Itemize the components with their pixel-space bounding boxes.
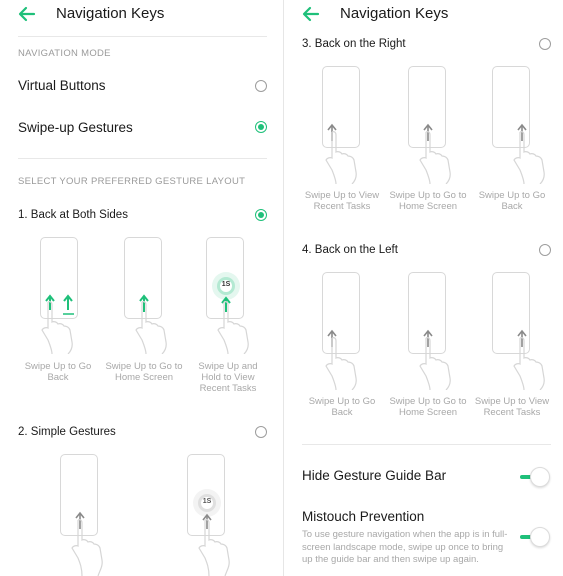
gesture-caption: Swipe Up to Go to Home Screen xyxy=(389,396,467,418)
radio-back-on-the-right[interactable] xyxy=(539,38,551,50)
option-label: 2. Simple Gestures xyxy=(18,426,116,438)
swipe-up-arrow-icon xyxy=(493,323,531,353)
swipe-up-arrow-icon xyxy=(323,323,361,353)
option-back-at-both-sides[interactable] xyxy=(0,203,284,227)
hold-swipe-icon xyxy=(207,266,245,318)
hide-gesture-guide-bar-row[interactable] xyxy=(284,462,563,492)
right-settings-screen xyxy=(284,0,563,576)
back-arrow-icon[interactable] xyxy=(16,3,38,25)
swipe-up-arrow-icon xyxy=(125,288,163,318)
phone-illustration xyxy=(60,454,98,536)
divider xyxy=(302,444,551,445)
option-virtual-buttons[interactable] xyxy=(0,72,284,100)
divider xyxy=(18,36,267,37)
option-label: 4. Back on the Left xyxy=(302,244,398,256)
phone-illustration xyxy=(408,66,446,148)
gesture-caption: Swipe Up to Go to Home Screen xyxy=(389,190,467,212)
swipe-up-arrow-icon xyxy=(409,117,447,147)
dual-swipe-arrows-icon xyxy=(41,288,79,318)
gesture-layout-section-label: SELECT YOUR PREFERRED GESTURE LAYOUT xyxy=(18,176,246,187)
gesture-caption: Swipe Up to Go to Home Screen xyxy=(105,361,183,383)
option-simple-gestures[interactable] xyxy=(0,420,284,444)
swipe-up-arrow-icon xyxy=(323,117,361,147)
phone-illustration xyxy=(206,237,244,319)
page-title: Navigation Keys xyxy=(340,5,449,22)
radio-back-at-both-sides[interactable] xyxy=(255,209,267,221)
gesture-caption: Swipe Up to Go Back xyxy=(478,190,546,212)
setting-label: Hide Gesture Guide Bar xyxy=(302,468,447,483)
option-label: 3. Back on the Right xyxy=(302,38,406,50)
gesture-caption: Swipe Up to Go Back xyxy=(24,361,92,383)
option-back-on-the-right[interactable] xyxy=(284,32,563,56)
radio-virtual-buttons[interactable] xyxy=(255,80,267,92)
option-label: Swipe-up Gestures xyxy=(18,120,133,135)
phone-illustration xyxy=(492,66,530,148)
phone-illustration xyxy=(187,454,225,536)
divider xyxy=(18,158,267,159)
phone-illustration xyxy=(322,272,360,354)
option-swipe-up-gestures[interactable] xyxy=(0,114,284,142)
radio-swipe-up-gestures[interactable] xyxy=(255,121,267,133)
setting-description: To use gesture navigation when the app is in full-screen landscape mode, swipe up once to bring up the guide bar and then swipe up again. xyxy=(302,529,508,565)
hold-swipe-icon xyxy=(188,483,226,535)
page-title: Navigation Keys xyxy=(56,5,165,22)
hold-duration-badge: 1S xyxy=(202,498,212,505)
radio-simple-gestures[interactable] xyxy=(255,426,267,438)
option-label: Virtual Buttons xyxy=(18,78,106,93)
swipe-up-arrow-icon xyxy=(409,323,447,353)
gesture-caption: Swipe Up to View Recent Tasks xyxy=(304,190,380,212)
phone-illustration xyxy=(40,237,78,319)
toggle-knob xyxy=(530,467,550,487)
gesture-caption: Swipe Up and Hold to View Recent Tasks xyxy=(198,361,258,394)
gesture-caption: Swipe Up to View Recent Tasks xyxy=(474,396,550,418)
phone-illustration xyxy=(322,66,360,148)
navigation-mode-section-label: NAVIGATION MODE xyxy=(18,48,111,59)
swipe-up-arrow-icon xyxy=(493,117,531,147)
mistouch-prevention-row[interactable] xyxy=(284,505,563,573)
back-arrow-icon[interactable] xyxy=(300,3,322,25)
mistouch-prevention-toggle[interactable] xyxy=(520,526,552,548)
toggle-knob xyxy=(530,527,550,547)
hold-duration-badge: 1S xyxy=(221,281,231,288)
setting-label: Mistouch Prevention xyxy=(302,509,425,524)
phone-illustration xyxy=(492,272,530,354)
option-label: 1. Back at Both Sides xyxy=(18,209,128,221)
radio-back-on-the-left[interactable] xyxy=(539,244,551,256)
option-back-on-the-left[interactable] xyxy=(284,238,563,262)
gesture-caption: Swipe Up to Go Back xyxy=(308,396,376,418)
phone-illustration xyxy=(408,272,446,354)
hide-gesture-guide-bar-toggle[interactable] xyxy=(520,466,552,488)
phone-illustration xyxy=(124,237,162,319)
swipe-up-arrow-icon xyxy=(61,505,99,535)
